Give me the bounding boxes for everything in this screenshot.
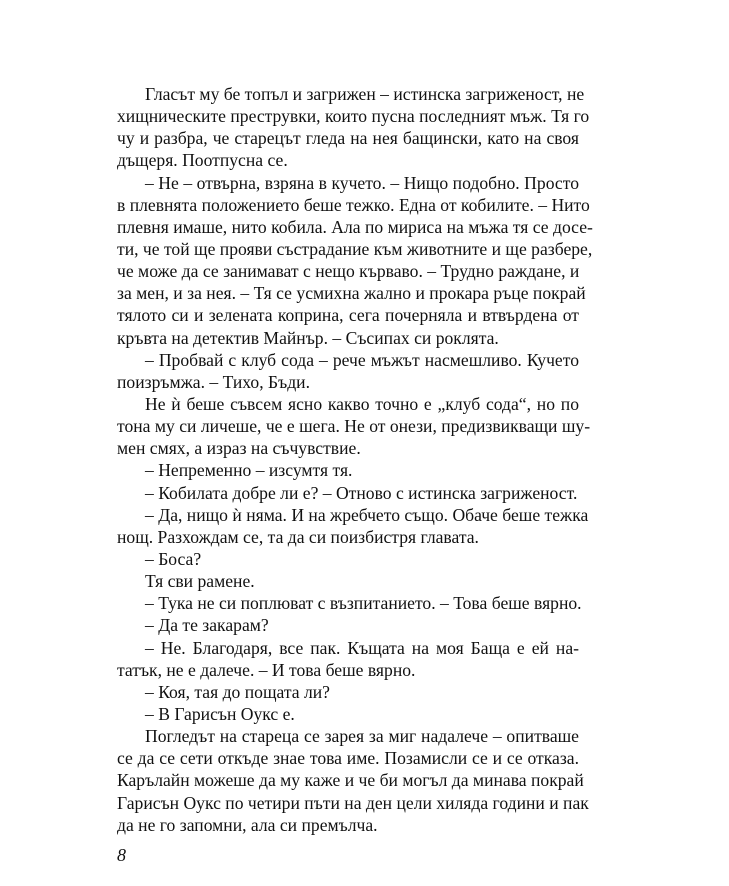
text-line: Карълайн можеше да му каже и че би могъл да минава покрай bbox=[117, 770, 584, 791]
text-line: плевня имаше, нито кобила. Ала по мириса на мъжа тя се досе- bbox=[117, 216, 593, 237]
text-line: – Непременно – изсумтя тя. bbox=[145, 460, 353, 481]
text-line: кръвта на детектив Майнър. – Съсипах си роклята. bbox=[117, 327, 499, 348]
text-line: – Да, нищо ѝ няма. И на жребчето също. Обаче беше тежка bbox=[145, 504, 589, 525]
text-line: – Да те закарам? bbox=[145, 615, 269, 636]
text-line: за мен, и за нея. – Тя се усмихна жално и прокара ръце покрай bbox=[117, 283, 586, 304]
text-line: Гласът му бе топъл и загрижен – истинска загриженост, не bbox=[145, 84, 585, 104]
text-line: – Не – отвърна, взряна в кучето. – Нищо подобно. Просто bbox=[145, 172, 579, 193]
page-number: 8 bbox=[117, 845, 126, 865]
book-page-text bbox=[117, 83, 593, 836]
text-line: – Боса? bbox=[145, 548, 202, 569]
text-line: се да се сети откъде знае това име. Позамисли се и се отказа. bbox=[117, 748, 579, 769]
text-line: – В Гарисън Оукс е. bbox=[145, 703, 295, 724]
text-line: ти, че той ще прояви състрадание към животните и ще разбере, bbox=[117, 238, 593, 259]
text-line: да не го запомни, ала си премълча. bbox=[117, 814, 378, 835]
text-line: чу и разбра, че старецът гледа на нея бащински, като на своя bbox=[117, 128, 579, 149]
text-line: – Не. Благодаря, все пак. Къщата на моя Баща е ей на- bbox=[145, 637, 579, 658]
text-line: – Кобилата добре ли е? – Отново с истинска загриженост. bbox=[145, 482, 578, 503]
text-line: Гарисън Оукс по четири пъти на ден цели хиляда години и пак bbox=[117, 792, 589, 813]
text-line: – Коя, тая до пощата ли? bbox=[145, 681, 330, 702]
text-line: хищническите преструвки, които пусна последният мъж. Тя го bbox=[117, 106, 590, 127]
text-line: – Пробвай с клуб сода – рече мъжът насмешливо. Кучето bbox=[145, 349, 579, 370]
text-line: Не ѝ беше съвсем ясно какво точно е „клуб сода“, но по bbox=[145, 393, 579, 414]
text-line: тона му си личеше, че е шега. Не от онези, предизвикващи шу- bbox=[117, 416, 591, 437]
text-line: Тя сви рамене. bbox=[145, 571, 255, 592]
text-line: – Тука не си поплюват с възпитанието. – Това беше вярно. bbox=[145, 593, 582, 614]
text-line: поизръмжа. – Тихо, Бъди. bbox=[117, 371, 310, 392]
text-line: Погледът на стареца се зарея за миг надалече – опитваше bbox=[145, 726, 579, 747]
text-line: дъщеря. Поотпусна се. bbox=[117, 150, 288, 171]
text-line: татък, не е далече. – И това беше вярно. bbox=[117, 659, 416, 680]
text-line: тялото си и зелената коприна, сега почерняла и втвърдена от bbox=[117, 305, 579, 326]
text-line: в плевнята положението беше тежко. Една от кобилите. – Нито bbox=[117, 194, 590, 215]
text-line: нощ. Разхождам се, та да си поизбистря главата. bbox=[117, 526, 479, 547]
text-line: че може да се занимават с нещо кърваво. – Трудно раждане, и bbox=[117, 261, 580, 282]
text-line: мен смях, а израз на съчувствие. bbox=[117, 438, 361, 459]
